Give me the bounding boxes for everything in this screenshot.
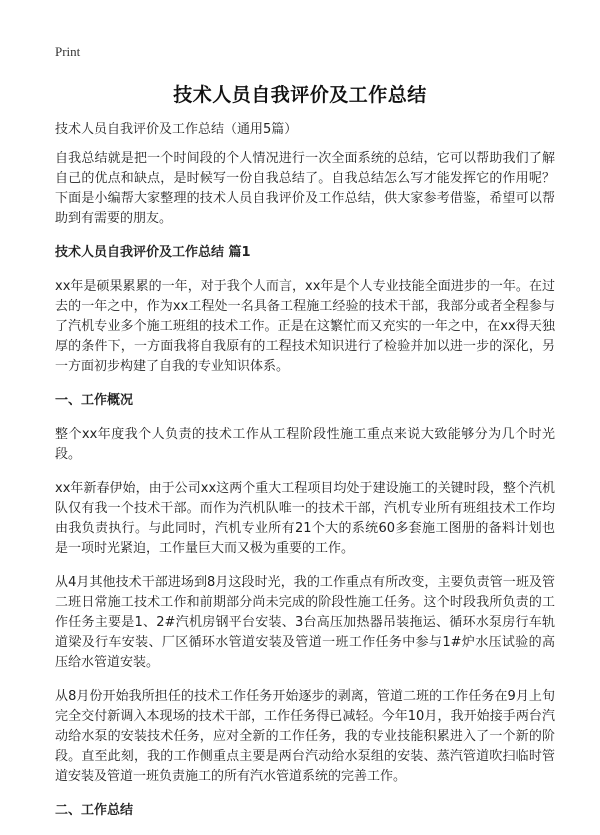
heading-work-summary: 二、工作总结 [55,803,134,818]
section-title: 技术人员自我评价及工作总结 篇1 [55,245,251,260]
article-body [55,120,555,835]
intro-paragraph: 自我总结就是把一个时间段的个人情况进行一次全面系统的总结，它可以帮助我们了解自己的优点和缺点，是时候写一份自我总结了。自我总结怎么写才能发挥它的作用呢？下面是小编帮大家整理的技术人员自我评价及工作总结，供大家参考借鉴，希望可以帮助到有需要的朋友。 [55,151,555,226]
print-link[interactable]: Print [55,44,81,59]
page-title: 技术人员自我评价及工作总结 [173,84,427,106]
paragraph-2: 整个xx年度我个人负责的技术工作从工程阶段性施工重点来说大致能够分为几个时光段。 [55,427,555,462]
article-subtitle: 技术人员自我评价及工作总结（通用5篇） [55,122,298,137]
paragraph-1: xx年是硕果累累的一年，对于我个人而言，xx年是个人专业技能全面进步的一年。在过去的一年之中，作为xx工程处一名具备工程施工经验的技术干部，我部分或者全程参与了汽机专业多个施工班组的技术工作。正是在这繁忙而又充实的一年之中，在xx得天独厚的条件下，一方面我将自我原有的工程技术知识进行了检验并加以进一步的深化，另一方面初步构建了自我的专业知识体系。 [55,279,555,374]
paragraph-5: 从8月份开始我所担任的技术工作任务开始逐步的剥离，管道二班的工作任务在9月上旬完全交付新调入本现场的技术干部，工作任务得已减轻。今年10月，我开始接手两台汽动给水泵的安装技术任务，应对全新的工作任务，我的专业技能积累进入了一个新的阶段。直至此刻，我的工作侧重点主要是两台汽动给水泵组的安装、蒸汽管道吹扫临时管道安装及管道一班负责施工的所有汽水管道系统的完善工作。 [55,689,555,784]
heading-work-overview: 一、工作概况 [55,393,134,408]
paragraph-4: 从4月其他技术干部进场到8月这段时光，我的工作重点有所改变，主要负责管一班及管二班日常施工技术工作和前期部分尚未完成的阶段性施工任务。这个时段我所负责的工作任务主要是1、2#汽机房钢平台安装、3台高压加热器吊装拖运、循环水泵房行车轨道梁及行车安装、厂区循环水管道安装及管道一班工作任务中参与1#炉水压试验的高压给水管道安装。 [55,575,555,670]
paragraph-3: xx年新春伊始，由于公司xx这两个重大工程项目均处于建设施工的关键时段，整个汽机队仅有我一个技术干部。而作为汽机队唯一的技术干部，汽机专业所有班组技术工作均由我负责执行。与此同时，汽机专业所有21个大的系统60多套施工图册的备料计划也是一项时光紧迫，工作量巨大而又极为重要的工作。 [55,481,555,556]
